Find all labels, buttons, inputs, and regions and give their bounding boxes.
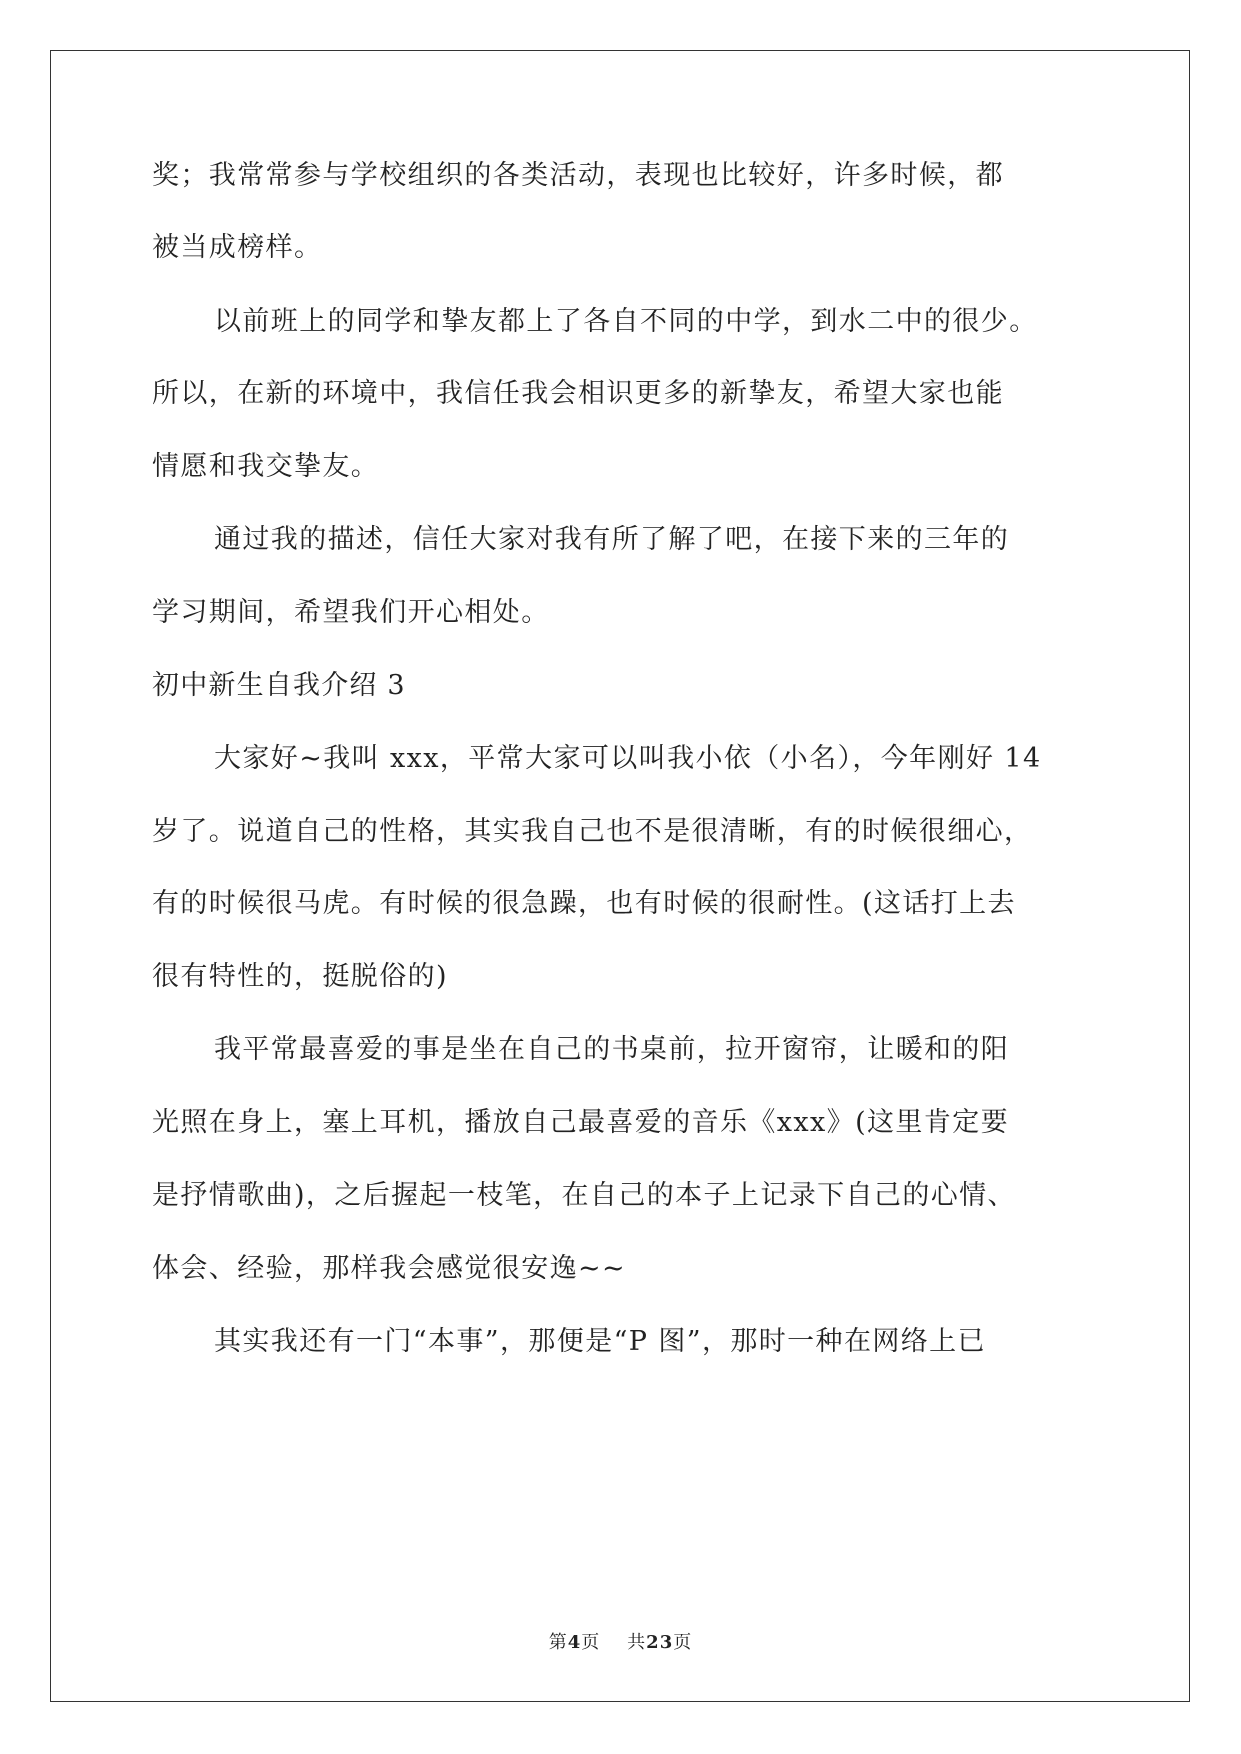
paragraph-line: 很有特性的，挺脱俗的) [152, 961, 448, 992]
paragraph-line: 所以，在新的环境中，我信任我会相识更多的新挚友，希望大家也能 [152, 378, 1004, 409]
paragraph-line: 体会、经验，那样我会感觉很安逸~~ [152, 1253, 627, 1284]
page-border [50, 50, 1190, 1702]
paragraph-line: 学习期间，希望我们开心相处。 [152, 597, 550, 628]
footer-total-prefix: 共 [627, 1632, 647, 1653]
paragraph-line: 是抒情歌曲)，之后握起一枝笔，在自己的本子上记录下自己的心情、 [152, 1180, 1016, 1211]
paragraph-line: 以前班上的同学和挚友都上了各自不同的中学，到水二中的很少。 [214, 306, 1038, 337]
paragraph-line: 奖；我常常参与学校组织的各类活动，表现也比较好，许多时候，都 [152, 160, 1004, 191]
paragraph-line: 通过我的描述，信任大家对我有所了解了吧，在接下来的三年的 [214, 524, 1010, 555]
paragraph-line: 光照在身上，塞上耳机，播放自己最喜爱的音乐《xxx》(这里肯定要 [152, 1107, 1010, 1138]
page-number: 4 [567, 1632, 582, 1653]
footer-prefix: 第 [548, 1632, 568, 1653]
paragraph-line: 岁了。说道自己的性格，其实我自己也不是很清晰，有的时候很细心， [152, 816, 1033, 847]
section-heading: 初中新生自我介绍 3 [152, 670, 406, 701]
footer-page-suffix: 页 [581, 1632, 601, 1653]
paragraph-line: 其实我还有一门“本事”，那便是“P 图”，那时一种在网络上已 [214, 1326, 986, 1357]
paragraph-line: 有的时候很马虎。有时候的很急躁，也有时候的很耐性。(这话打上去 [152, 888, 1016, 919]
paragraph-line: 大家好~我叫 xxx，平常大家可以叫我小依（小名），今年刚好 14 [214, 743, 1042, 774]
paragraph-line: 我平常最喜爱的事是坐在自己的书桌前，拉开窗帘，让暖和的阳 [214, 1034, 1010, 1065]
page-footer [0, 1628, 1241, 1654]
footer-total-suffix: 页 [673, 1632, 693, 1653]
total-pages: 23 [646, 1632, 674, 1653]
paragraph-line: 情愿和我交挚友。 [152, 451, 380, 482]
paragraph-line: 被当成榜样。 [152, 232, 323, 263]
